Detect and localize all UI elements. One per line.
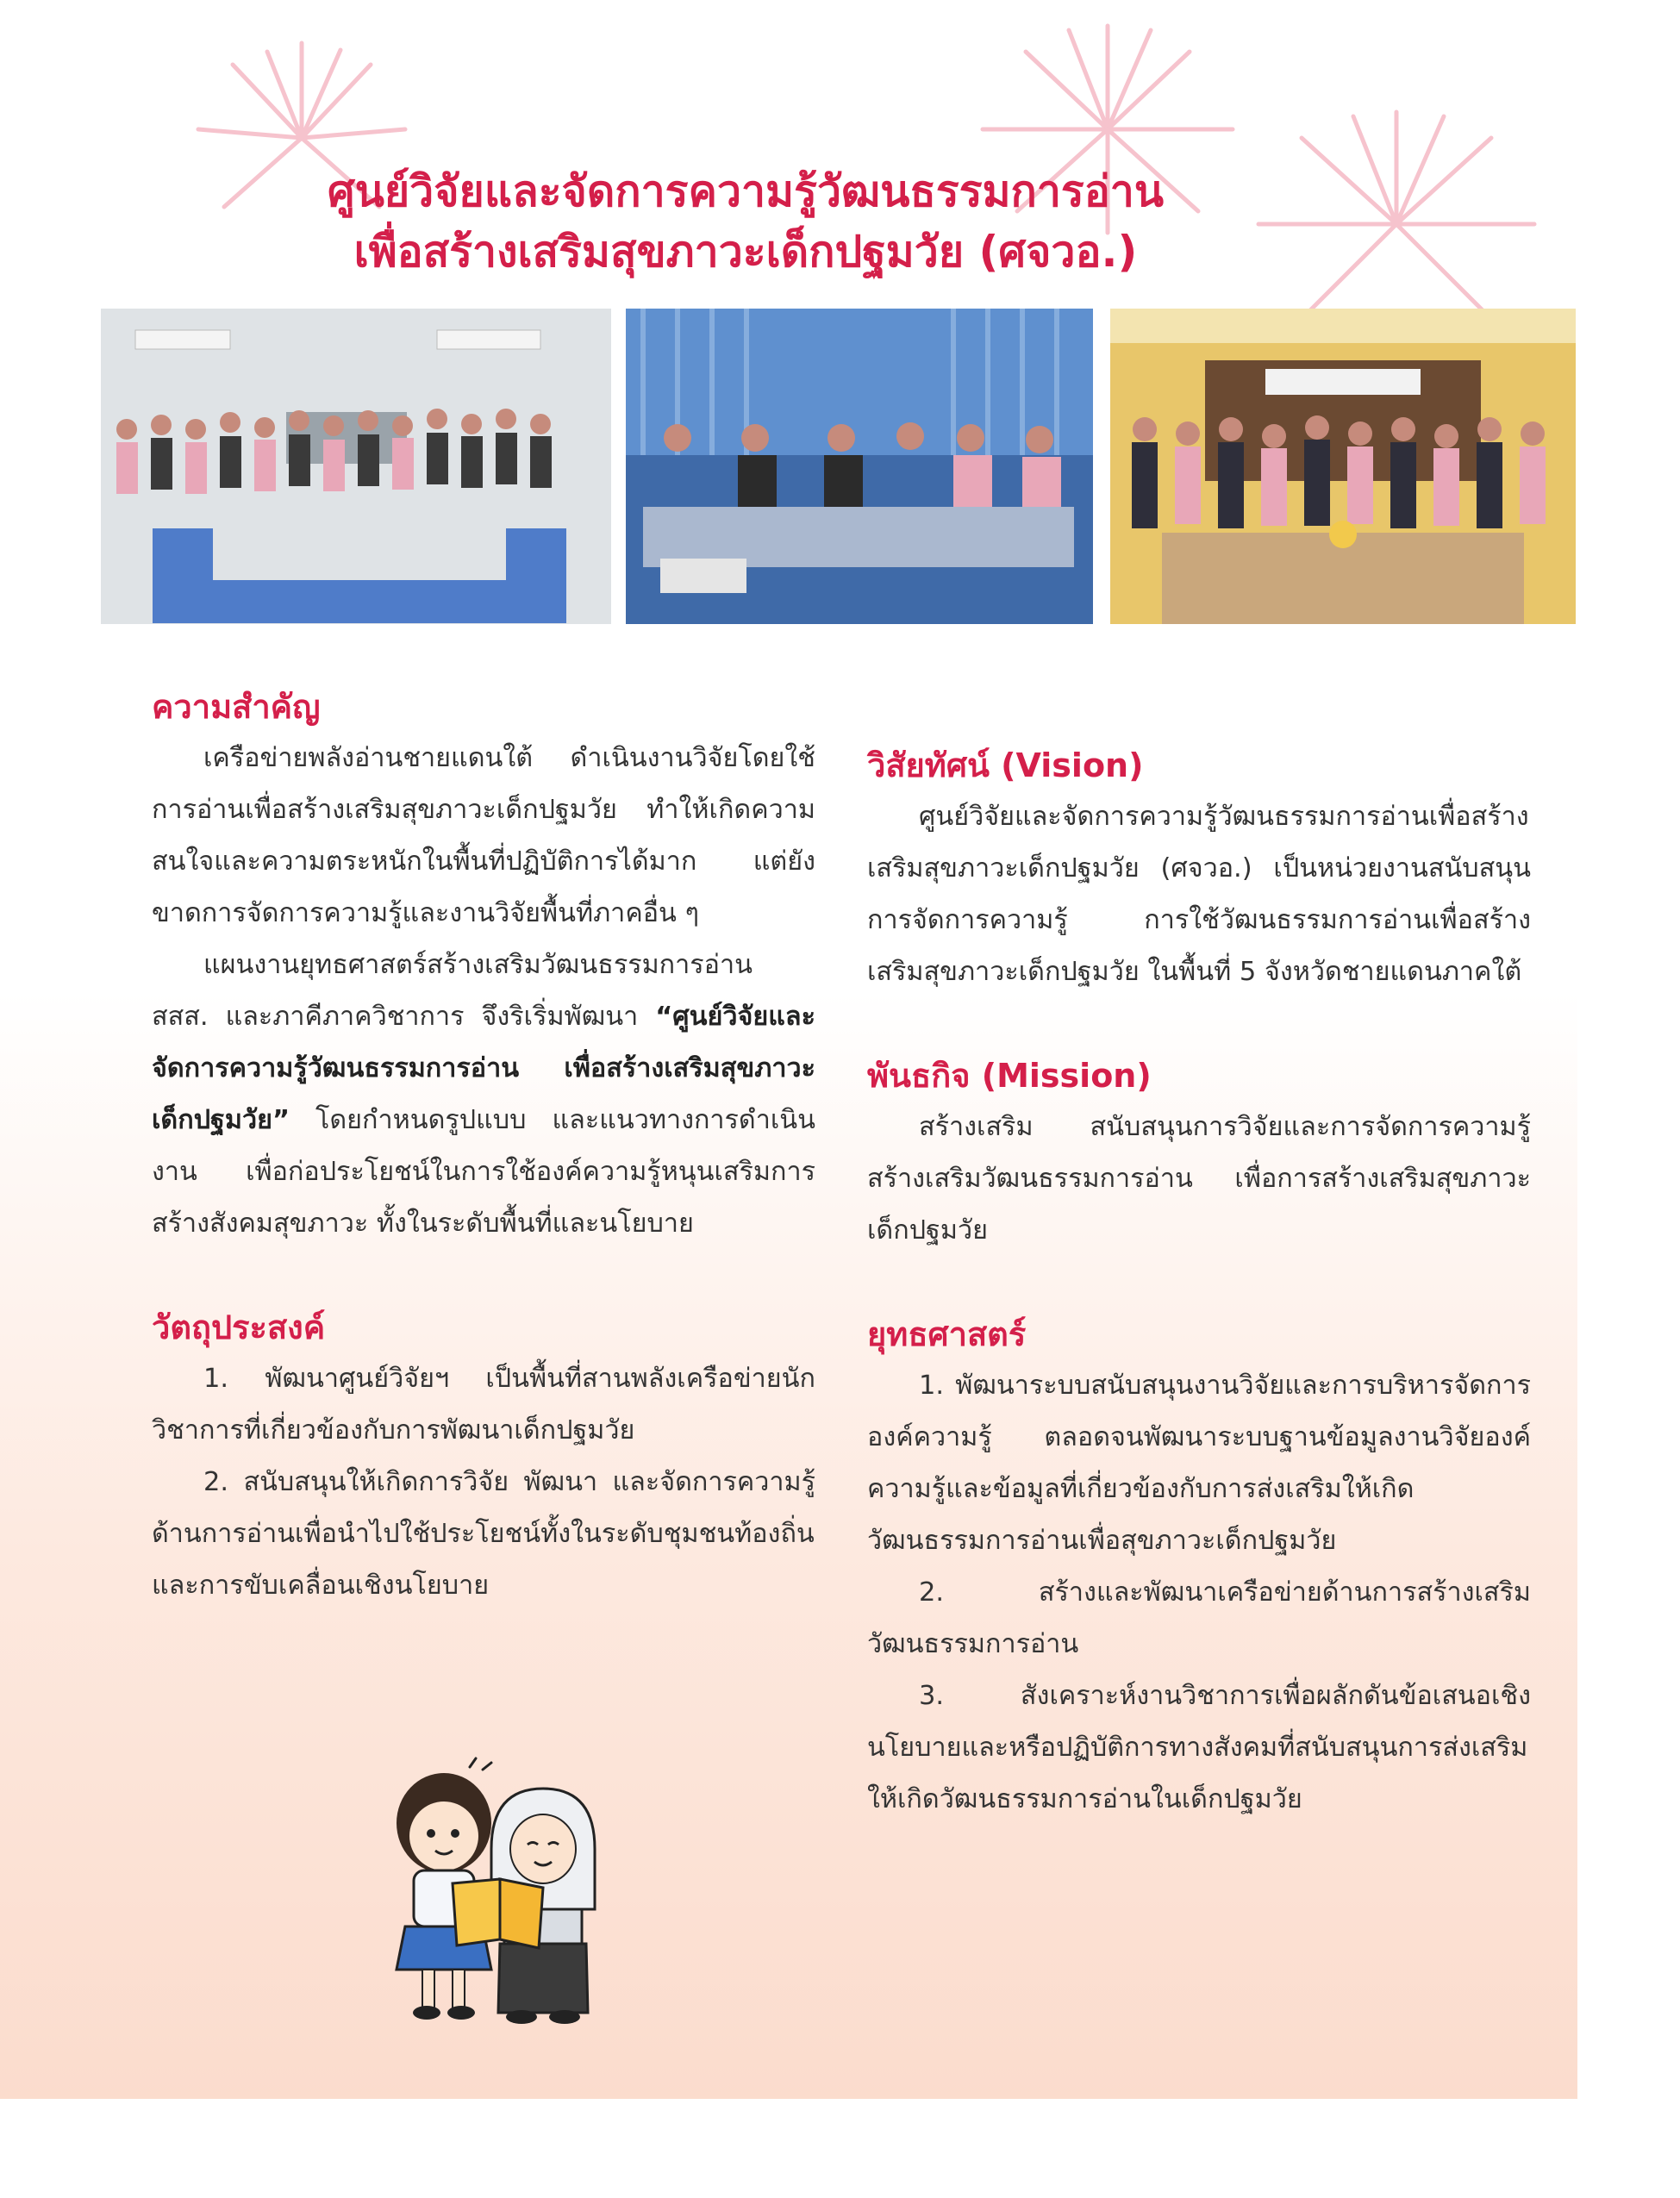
strategy-item-2: 2. สร้างและพัฒนาเครือข่ายด้านการสร้างเสริมวัฒนธรรมการอ่าน <box>867 1577 1531 1659</box>
vision-heading: วิสัยทัศน์ (Vision) <box>867 746 1144 784</box>
importance-p2-start: แผนงานยุทธศาสตร์สร้างเสริมวัฒนธรรมการอ่าน สสส. และภาคีภาควิชาการ จึงริเริ่มพัฒนา <box>152 950 753 1032</box>
importance-paragraph-2 <box>152 940 815 1250</box>
mission-text: สร้างเสริม สนับสนุนการวิจัยและการจัดการความรู้สร้างเสริมวัฒนธรรมการอ่าน เพื่อการสร้างเสริมสุขภาวะเด็กปฐมวัย <box>867 1112 1531 1246</box>
right-column <box>867 740 1531 1826</box>
page-title-line1: ศูนย์วิจัยและจัดการความรู้วัฒนธรรมการอ่าน <box>327 166 1165 216</box>
center-name-bold: “ศูนย์วิจัยและจัดการความรู้วัฒนธรรมการอ่าน เพื่อสร้างเสริมสุขภาวะเด็กปฐมวัย” <box>152 1002 815 1135</box>
left-column <box>152 681 815 1612</box>
importance-p2-end: โดยกำหนดรูปแบบ และแนวทางการดำเนินงาน เพื่อก่อประโยชน์ในการใช้องค์ความรู้หนุนเสริมการสร้างสังคมสุขภาวะ ทั้งในระดับพื้นที่และนโยบาย <box>152 1105 815 1239</box>
group-photo-1 <box>101 309 611 624</box>
importance-heading: ความสำคัญ <box>152 688 321 726</box>
group-photo-3 <box>1110 309 1576 624</box>
objective-item-1: 1. พัฒนาศูนย์วิจัยฯ เป็นพื้นที่สานพลังเครือข่ายนักวิชาการที่เกี่ยวข้องกับการพัฒนาเด็กปฐมวัย <box>152 1364 815 1446</box>
page-title-line2: เพื่อสร้างเสริมสุขภาวะเด็กปฐมวัย (ศจวอ.) <box>353 227 1138 277</box>
vision-text: ศูนย์วิจัยและจัดการความรู้วัฒนธรรมการอ่านเพื่อสร้างเสริมสุขภาวะเด็กปฐมวัย (ศจวอ.) เป็นหน่วยงานสนับสนุนการจัดการความรู้ การใช้วัฒนธรรมการอ่านเพื่อสร้างเสริมสุขภาวะเด็กปฐมวัย ในพื้นที่ 5 จังหวัดชายแดนภาคใต้ <box>867 802 1531 987</box>
strategy-heading: ยุทธศาสตร์ <box>867 1315 1027 1353</box>
children-reading-illustration <box>362 1754 621 2030</box>
meeting-photo-2 <box>626 309 1093 624</box>
importance-paragraph-1: เครือข่ายพลังอ่านชายแดนใต้ ดำเนินงานวิจัยโดยใช้การอ่านเพื่อสร้างเสริมสุขภาวะเด็กปฐมวัย ทำให้เกิดความสนใจและความตระหนักในพื้นที่ปฏิบัติการได้มาก แต่ยังขาดการจัดการความรู้และงานวิจัยพื้นที่ภาคอื่น ๆ <box>152 743 815 928</box>
mission-heading: พันธกิจ (Mission) <box>867 1057 1152 1095</box>
strategy-item-1: 1. พัฒนาระบบสนับสนุนงานวิจัยและการบริหารจัดการองค์ความรู้ ตลอดจนพัฒนาระบบฐานข้อมูลงานวิจัยองค์ความรู้และข้อมูลที่เกี่ยวข้องกับการส่งเสริมให้เกิดวัฒนธรรมการอ่านเพื่อสุขภาวะเด็กปฐมวัย <box>867 1371 1531 1556</box>
strategy-item-3: 3. สังเคราะห์งานวิชาการเพื่อผลักดันข้อเสนอเชิงนโยบายและหรือปฏิบัติการทางสังคมที่สนับสนุนการส่งเสริมให้เกิดวัฒนธรรมการอ่านในเด็กปฐมวัย <box>867 1681 1531 1814</box>
objectives-heading: วัตถุประสงค์ <box>152 1308 326 1346</box>
objective-item-2: 2. สนับสนุนให้เกิดการวิจัย พัฒนา และจัดการความรู้ด้านการอ่านเพื่อนำไปใช้ประโยชน์ทั้งในระดับชุมชนท้องถิ่นและการขับเคลื่อนเชิงนโยบาย <box>152 1467 815 1601</box>
